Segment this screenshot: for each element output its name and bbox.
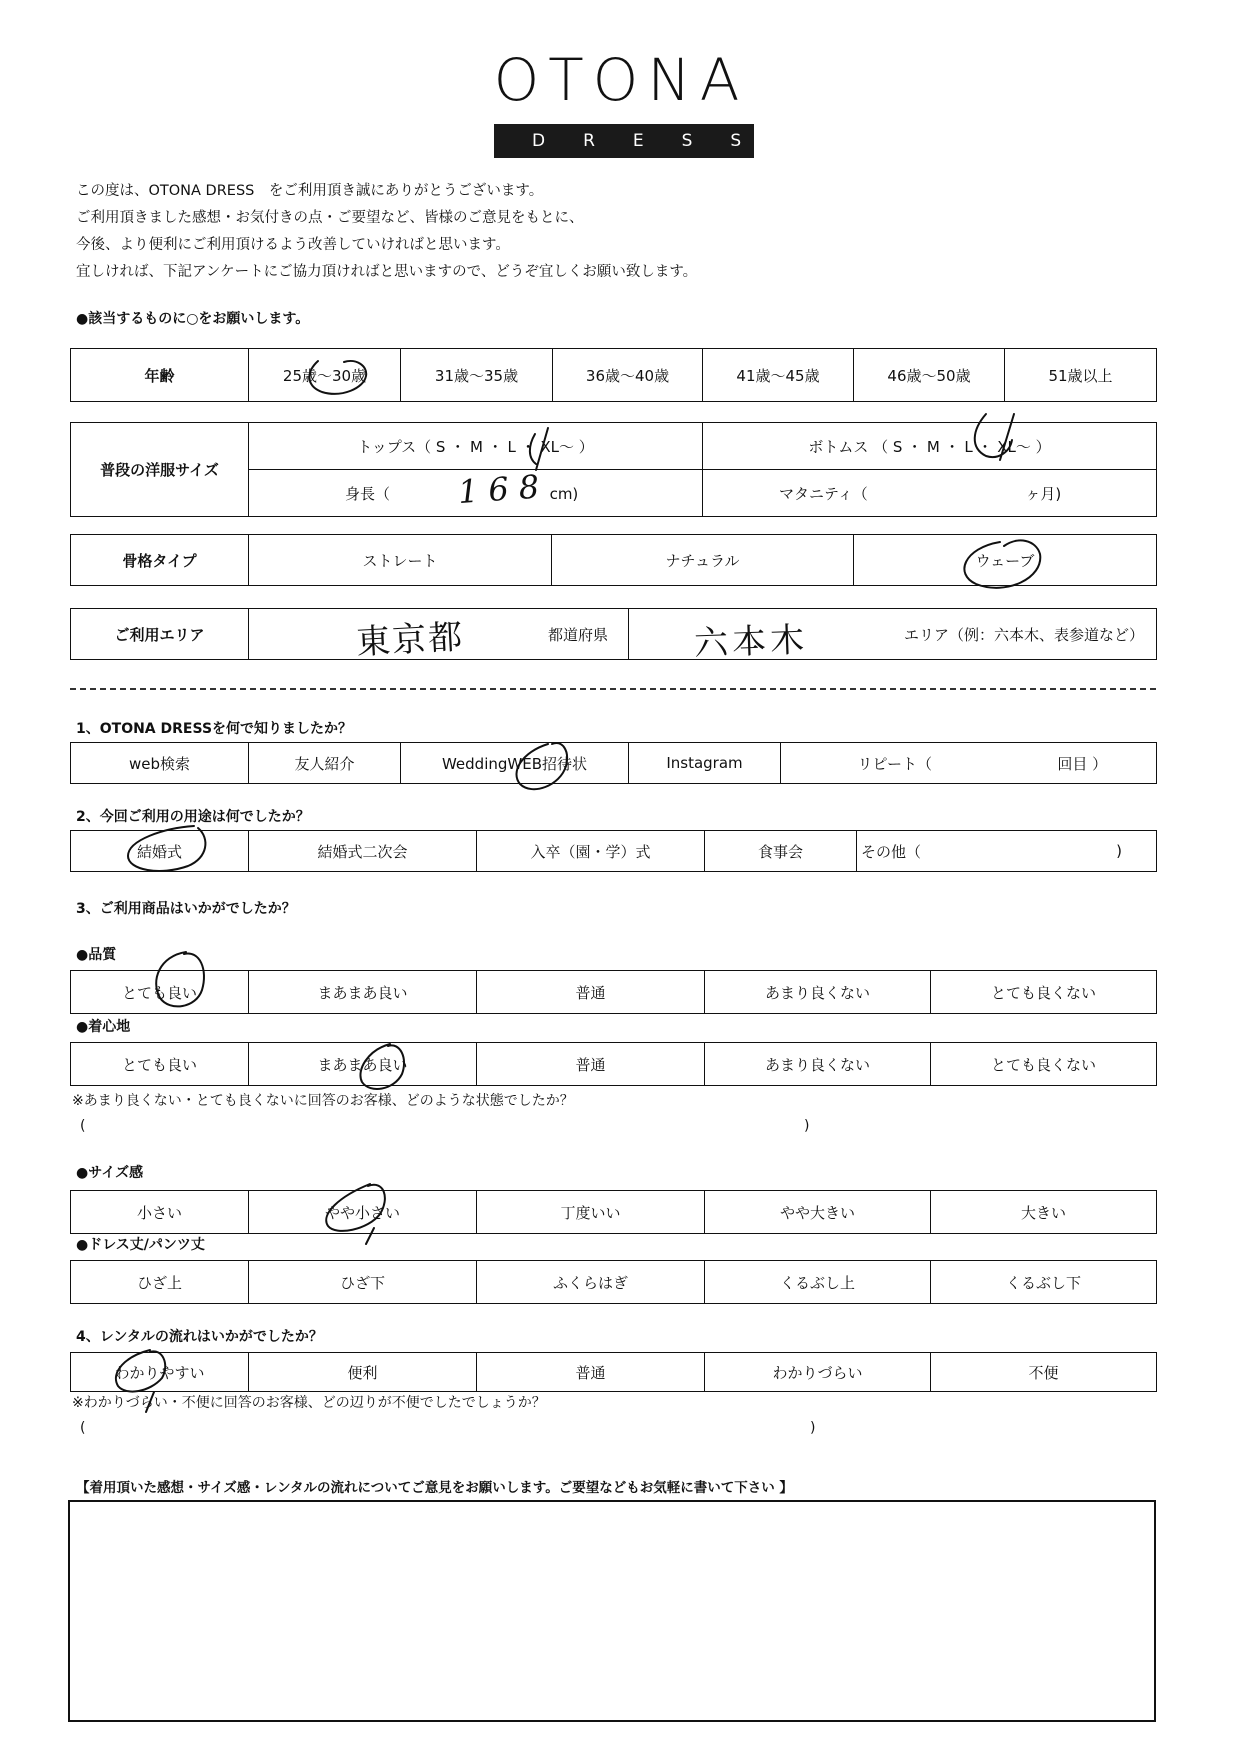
- q4-title: 4、レンタルの流れはいかがでしたか？: [76, 1329, 323, 1345]
- q1-option[interactable]: 友人紹介: [249, 743, 401, 784]
- q1-option[interactable]: WeddingWEB招待状: [401, 743, 629, 784]
- q4-option[interactable]: 不便: [931, 1353, 1157, 1392]
- age-label: 年齢: [71, 349, 249, 402]
- handwritten-height: 168: [456, 466, 551, 512]
- q1-option[interactable]: Instagram: [629, 743, 781, 784]
- handwritten-prefecture: 東京都: [355, 617, 466, 663]
- q4-paren-close: ): [810, 1420, 816, 1436]
- fit-label: ●サイズ感: [76, 1165, 144, 1181]
- intro-line: 今後、より便利にご利用頂けるよう改善していければと思います。: [76, 237, 510, 253]
- q2-option[interactable]: 結婚式二次会: [249, 831, 477, 872]
- comfort-label: ●着心地: [76, 1019, 131, 1035]
- comfort-option[interactable]: あまり良くない: [705, 1043, 931, 1086]
- comfort-note: ※あまり良くない・とても良くないに回答のお客様、どのような状態でしたか？: [72, 1093, 574, 1109]
- area-table: [70, 608, 1157, 660]
- comfort-option[interactable]: まあまあ良い: [249, 1043, 477, 1086]
- length-option[interactable]: ふくらはぎ: [477, 1261, 705, 1304]
- fit-option[interactable]: 大きい: [931, 1191, 1157, 1234]
- q4-option[interactable]: 普通: [477, 1353, 705, 1392]
- bottoms-size-field[interactable]: ボトムス （ S ・ M ・ L ・ XL～ ）: [703, 423, 1157, 470]
- q1-option[interactable]: リピート（: [781, 743, 1009, 784]
- intro-line: 宜しければ、下記アンケートにご協力頂ければと思いますので、どうぞ宜しくお願い致します。: [76, 264, 698, 280]
- q4-table: [70, 1352, 1157, 1392]
- length-label: ●ドレス丈/パンツ丈: [76, 1237, 205, 1253]
- q2-option[interactable]: 結婚式: [71, 831, 249, 872]
- logo-dress: DRESS: [494, 124, 754, 158]
- maternity-label: マタニティ（: [779, 484, 868, 503]
- q2-other-close: ): [1017, 831, 1157, 872]
- quality-label: ●品質: [76, 947, 117, 963]
- quality-option[interactable]: とても良い: [71, 971, 249, 1014]
- q4-option[interactable]: 便利: [249, 1353, 477, 1392]
- frame-option[interactable]: ウェーブ: [854, 535, 1157, 586]
- comfort-option[interactable]: とても良い: [71, 1043, 249, 1086]
- age-option[interactable]: 51歳以上: [1005, 349, 1157, 402]
- q1-repeat-count[interactable]: 回目 ）: [1009, 743, 1157, 784]
- q1-option[interactable]: web検索: [71, 743, 249, 784]
- height-label: 身長（: [345, 484, 391, 503]
- comfort-option[interactable]: とても良くない: [931, 1043, 1157, 1086]
- comfort-table: [70, 1042, 1157, 1086]
- section-instruction: ●該当するものに○をお願いします。: [76, 311, 310, 327]
- logo-otona: OTONA: [493, 46, 749, 114]
- intro-line: ご利用頂きました感想・お気付きの点・ご要望など、皆様のご意見をもとに、: [76, 210, 584, 226]
- q1-title: 1、OTONA DRESSを何で知りましたか？: [76, 721, 353, 737]
- q2-option[interactable]: 食事会: [705, 831, 857, 872]
- maternity-field[interactable]: [703, 470, 1157, 517]
- fit-table: [70, 1190, 1157, 1234]
- size-label: 普段の洋服サイズ: [71, 423, 249, 517]
- quality-option[interactable]: あまり良くない: [705, 971, 931, 1014]
- comfort-paren-close: ): [804, 1118, 810, 1134]
- q4-paren-open: (: [80, 1420, 86, 1436]
- q2-table: [70, 830, 1157, 872]
- frame-table: [70, 534, 1157, 586]
- age-option[interactable]: 36歳～40歳: [553, 349, 703, 402]
- comments-box[interactable]: [68, 1500, 1156, 1722]
- age-option[interactable]: 31歳～35歳: [401, 349, 553, 402]
- age-option[interactable]: 46歳～50歳: [854, 349, 1005, 402]
- length-option[interactable]: ひざ下: [249, 1261, 477, 1304]
- q2-title: 2、今回ご利用の用途は何でしたか？: [76, 809, 310, 825]
- height-unit: cm): [549, 484, 579, 503]
- frame-option[interactable]: ストレート: [249, 535, 552, 586]
- age-table: [70, 348, 1157, 402]
- quality-option[interactable]: 普通: [477, 971, 705, 1014]
- comfort-paren-open: (: [80, 1118, 86, 1134]
- quality-option[interactable]: とても良くない: [931, 971, 1157, 1014]
- q4-option[interactable]: わかりやすい: [71, 1353, 249, 1392]
- q4-option[interactable]: わかりづらい: [705, 1353, 931, 1392]
- length-option[interactable]: ひざ上: [71, 1261, 249, 1304]
- comfort-option[interactable]: 普通: [477, 1043, 705, 1086]
- quality-option[interactable]: まあまあ良い: [249, 971, 477, 1014]
- age-option[interactable]: 25歳～30歳: [249, 349, 401, 402]
- age-option[interactable]: 41歳～45歳: [703, 349, 854, 402]
- quality-table: [70, 970, 1157, 1014]
- comments-heading: 【着用頂いた感想・サイズ感・レンタルの流れについてご意見をお願いします。ご要望などもお気軽に書いて下さい 】: [76, 1480, 793, 1496]
- intro-text: [76, 178, 697, 286]
- size-table: [70, 422, 1157, 517]
- q4-note: ※わかりづらい・不便に回答のお客様、どの辺りが不便でしたでしょうか？: [72, 1395, 546, 1411]
- q3-title: 3、ご利用商品はいかがでしたか？: [76, 901, 296, 917]
- tops-size-field[interactable]: トップス（ S ・ M ・ L ・ XL～ ）: [249, 423, 703, 470]
- fit-option[interactable]: やや小さい: [249, 1191, 477, 1234]
- q2-option[interactable]: その他（: [857, 831, 1017, 872]
- frame-label: 骨格タイプ: [71, 535, 249, 586]
- frame-option[interactable]: ナチュラル: [552, 535, 854, 586]
- area-label: ご利用エリア: [71, 609, 249, 660]
- length-table: [70, 1260, 1157, 1304]
- intro-line: この度は、OTONA DRESS をご利用頂き誠にありがとうございます。: [76, 183, 544, 199]
- length-option[interactable]: くるぶし上: [705, 1261, 931, 1304]
- handwritten-area: 六本木: [693, 620, 809, 664]
- area-suffix: エリア（例：六本木、表参道など）: [903, 625, 1144, 644]
- divider: [70, 688, 1156, 690]
- fit-option[interactable]: 小さい: [71, 1191, 249, 1234]
- fit-option[interactable]: 丁度いい: [477, 1191, 705, 1234]
- prefecture-suffix: 都道府県: [547, 625, 608, 644]
- maternity-unit: ヶ月): [1025, 484, 1062, 503]
- q1-table: [70, 742, 1157, 784]
- fit-option[interactable]: やや大きい: [705, 1191, 931, 1234]
- length-option[interactable]: くるぶし下: [931, 1261, 1157, 1304]
- q2-option[interactable]: 入卒（園・学）式: [477, 831, 705, 872]
